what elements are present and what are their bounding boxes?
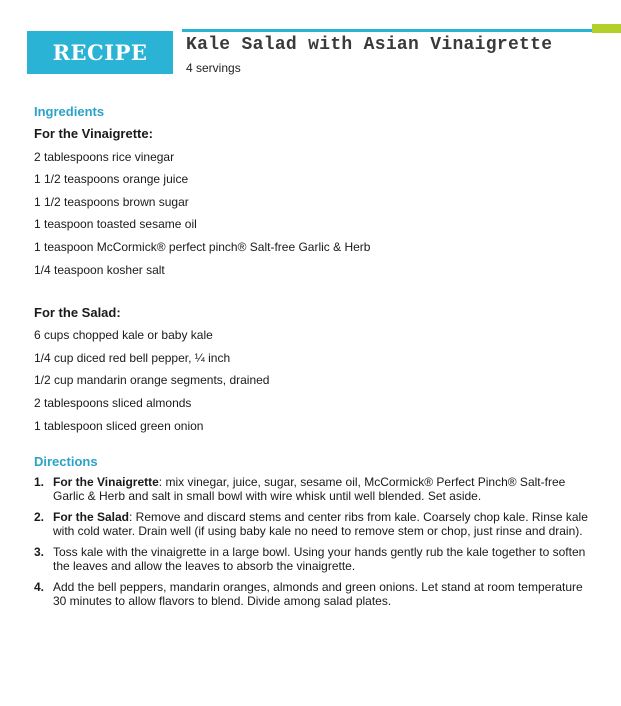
step-text: Toss kale with the vinaigrette in a large bowl. Using your hands gently rub the kale together to soften the leaves and allow the leaves to absorb the vinaigrette.: [53, 544, 586, 573]
salad-ingredient-list: [34, 327, 594, 433]
recipe-header: [0, 0, 621, 80]
salad-subheading: For the Salad:: [34, 304, 121, 320]
direction-step: [34, 510, 594, 538]
ingredient-item: 1 1/2 teaspoons orange juice: [34, 172, 189, 187]
vinaigrette-subheading: For the Vinaigrette:: [34, 126, 153, 141]
step-text: : mix vinegar, juice, sugar, sesame oil, McCormick® Perfect Pinch® Salt-free Garlic & Herb and salt in small bowl with wire whisk until well blended. Set aside.: [53, 474, 566, 503]
step-text: Add the bell peppers, mandarin oranges, almonds and green onions. Let stand at room temperature 30 minutes to allow flavors to blend. Divide among salad plates.: [53, 579, 583, 608]
ingredient-item: 1/2 cup mandarin orange segments, drained: [34, 373, 270, 388]
recipe-title: Kale Salad with Asian Vinaigrette: [186, 35, 553, 55]
ingredient-item: 1 teaspoon toasted sesame oil: [34, 217, 197, 232]
step-bold-label: For the Vinaigrette: [53, 474, 159, 489]
header-rule: [182, 29, 592, 32]
step-number: 3.: [34, 544, 45, 559]
ingredient-item: 2 tablespoons rice vinegar: [34, 149, 175, 164]
directions-list: [34, 475, 594, 608]
ingredient-item: 1 teaspoon McCormick® perfect pinch® Salt-free Garlic & Herb: [34, 239, 371, 254]
direction-step: [34, 475, 594, 503]
servings-text: 4 servings: [186, 61, 241, 75]
direction-step: [34, 580, 594, 608]
recipe-content: [34, 104, 594, 615]
directions-heading: Directions: [34, 453, 98, 469]
step-number: 4.: [34, 579, 45, 594]
ingredient-item: 6 cups chopped kale or baby kale: [34, 328, 213, 343]
accent-block: [592, 24, 621, 33]
step-text: : Remove and discard stems and center ribs from kale. Coarsely chop kale. Rinse kale with cold water. Drain well (if using baby kale no need to remove stem or chop, just rinse and drain).: [53, 509, 588, 538]
vinaigrette-ingredient-list: [34, 149, 594, 278]
step-number: 1.: [34, 474, 45, 489]
direction-step: [34, 545, 594, 573]
ingredient-item: 1/4 cup diced red bell pepper, ¼ inch: [34, 350, 231, 365]
recipe-badge: RECIPE: [27, 31, 173, 74]
ingredient-item: 1 1/2 teaspoons brown sugar: [34, 194, 189, 209]
ingredient-item: 2 tablespoons sliced almonds: [34, 395, 192, 410]
ingredient-item: 1 tablespoon sliced green onion: [34, 418, 204, 433]
ingredient-item: 1/4 teaspoon kosher salt: [34, 262, 165, 277]
step-number: 2.: [34, 509, 45, 524]
step-bold-label: For the Salad: [53, 509, 130, 524]
ingredients-heading: Ingredients: [34, 104, 105, 119]
